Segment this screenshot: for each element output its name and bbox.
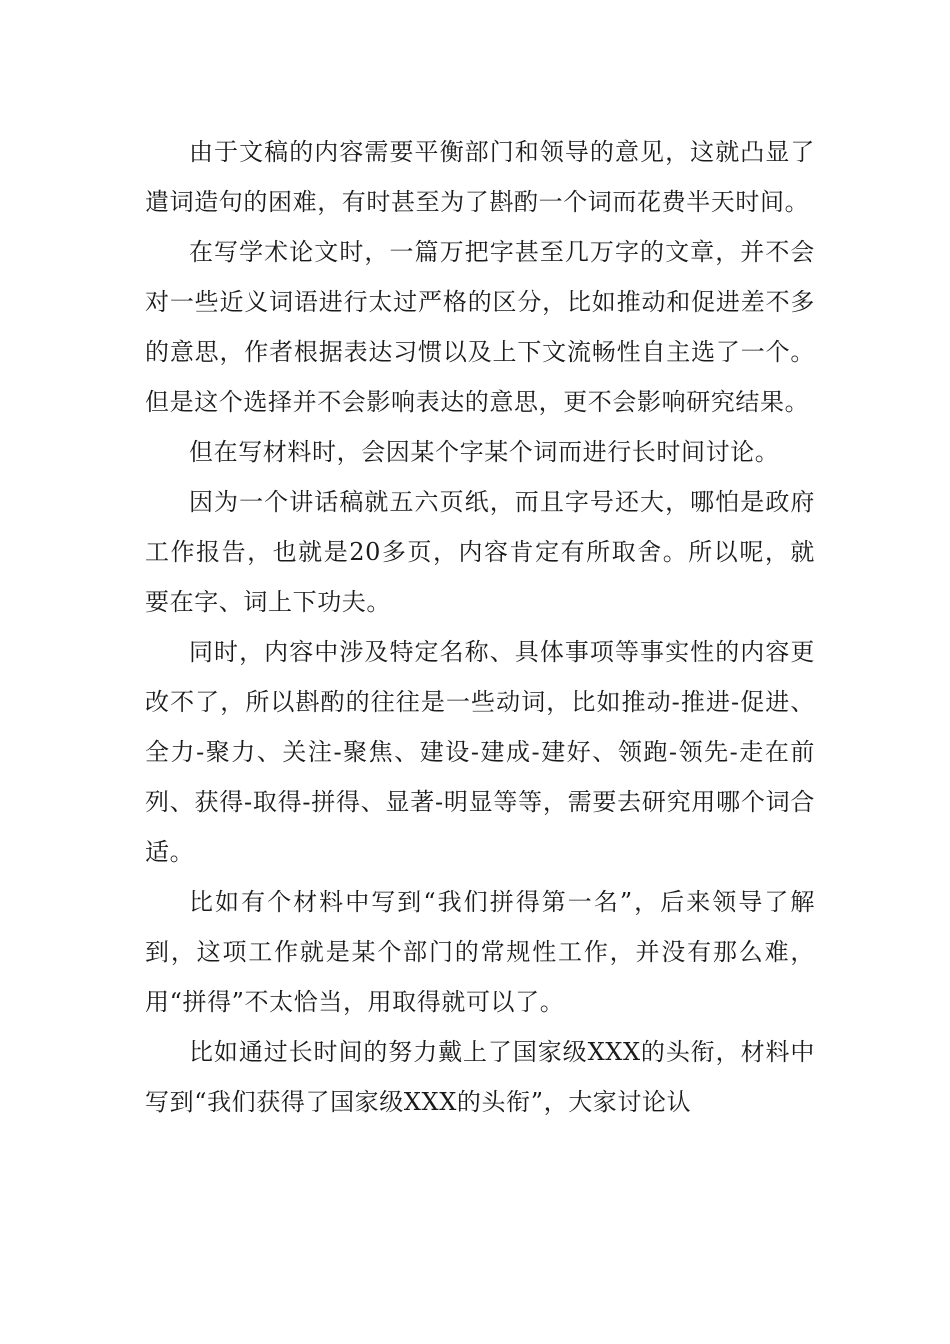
paragraph-3: 但在写材料时，会因某个字某个词而进行长时间讨论。 (189, 438, 780, 466)
paragraph-6: 比如有个材料中写到“我们拼得第一名”，后来领导了解到，这项工作就是某个部门的常规性工作，并没有那么难，用“拼得”不太恰当，用取得就可以了。 (145, 888, 815, 1016)
paragraph-4: 因为一个讲话稿就五六页纸，而且字号还大，哪怕是政府工作报告，也就是20多页，内容肯定有所取舍。所以呢，就要在字、词上下功夫。 (145, 488, 815, 616)
paragraph-2: 在写学术论文时，一篇万把字甚至几万字的文章，并不会对一些近义词语进行太过严格的区分，比如推动和促进差不多的意思，作者根据表达习惯以及上下文流畅性自主选了一个。但是这个选择并不会影响表达的意思，更不会影响研究结果。 (145, 238, 815, 416)
paragraph-7: 比如通过长时间的努力戴上了国家级XXX的头衔，材料中写到“我们获得了国家级XXX的头衔”，大家讨论认 (145, 1038, 815, 1116)
paragraph-5: 同时，内容中涉及特定名称、具体事项等事实性的内容更改不了，所以斟酌的往往是一些动词，比如推动-推进-促进、全力-聚力、关注-聚焦、建设-建成-建好、领跑-领先-走在前列、获得-取得-拼得、显著-明显等等，需要去研究用哪个词合适。 (145, 638, 815, 866)
document-body (145, 127, 815, 1127)
paragraph-1: 由于文稿的内容需要平衡部门和领导的意见，这就凸显了遣词造句的困难，有时甚至为了斟酌一个词而花费半天时间。 (145, 138, 815, 216)
